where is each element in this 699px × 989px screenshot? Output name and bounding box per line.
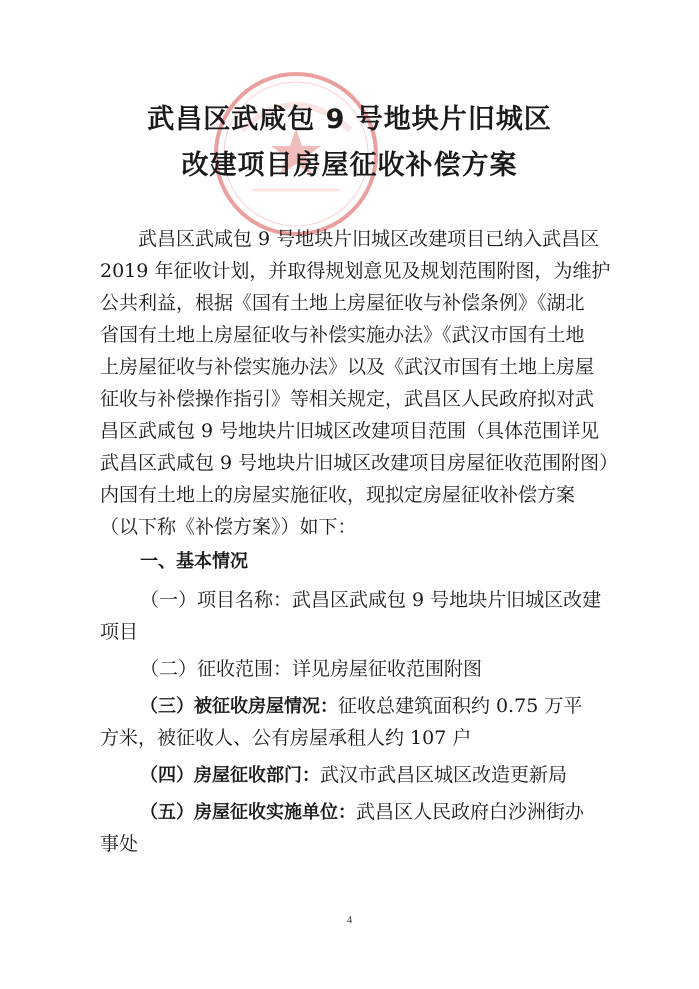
item-implementing-unit bbox=[140, 799, 640, 826]
intro-line: 昌区武咸包 9 号地块片旧城区改建项目范围（具体范围详见 bbox=[100, 420, 600, 442]
item-expropriation-department bbox=[140, 762, 640, 789]
item-project-name bbox=[140, 587, 640, 613]
item-text-continued: 方米，被征收人、公有房屋承租人约 107 户 bbox=[100, 727, 472, 749]
intro-line: 征收与补偿操作指引》等相关规定，武昌区人民政府拟对武 bbox=[100, 388, 595, 410]
item-scope bbox=[140, 656, 640, 682]
intro-line: 2019 年征收计划，并取得规划意见及规划范围附图，为维护 bbox=[100, 260, 611, 282]
item-label: （五）房屋征收实施单位： bbox=[140, 802, 356, 823]
item-text-continued: 项目 bbox=[100, 621, 139, 643]
intro-line: 省国有土地上房屋征收与补偿实施办法》《武汉市国有土地 bbox=[100, 324, 585, 346]
section-heading: 一、基本情况 bbox=[140, 551, 248, 572]
intro-line: 武昌区武咸包 9 号地块片旧城区改建项目房屋征收范围附图） bbox=[100, 452, 619, 474]
item-text-continued: 事处 bbox=[100, 833, 139, 855]
item-text: 武汉市武昌区城区改造更新局 bbox=[320, 764, 568, 786]
intro-line: 上房屋征收与补偿实施办法》以及《武汉市国有土地上房屋 bbox=[100, 356, 595, 378]
item-text: 详见房屋征收范围附图 bbox=[292, 658, 483, 680]
intro-line: （以下称《补偿方案》）如下： bbox=[100, 516, 357, 538]
item-text: 征收总建筑面积约 0.75 万平 bbox=[338, 695, 583, 717]
intro-line: 公共利益，根据《国有土地上房屋征收与补偿条例》《湖北 bbox=[100, 292, 585, 314]
item-text: 武昌区人民政府白沙洲街办 bbox=[356, 801, 585, 823]
intro-line: 内国有土地上的房屋实施征收，现拟定房屋征收补偿方案 bbox=[100, 484, 576, 506]
item-house-situation bbox=[140, 693, 640, 720]
intro-line: 武昌区武咸包 9 号地块片旧城区改建项目已纳入武昌区 bbox=[100, 228, 600, 250]
document-title-line-1: 武昌区武咸包 9 号地块片旧城区 bbox=[147, 104, 552, 135]
item-text: 武昌区武咸包 9 号地块片旧城区改建 bbox=[292, 589, 602, 611]
page-number: 4 bbox=[346, 914, 353, 926]
item-label: （三）被征收房屋情况： bbox=[140, 696, 338, 717]
item-label: （四）房屋征收部门： bbox=[140, 765, 320, 786]
document-title-line-2: 改建项目房屋征收补偿方案 bbox=[181, 150, 518, 181]
item-label: （二）征收范围： bbox=[140, 658, 293, 680]
item-label: （一）项目名称： bbox=[140, 589, 293, 611]
